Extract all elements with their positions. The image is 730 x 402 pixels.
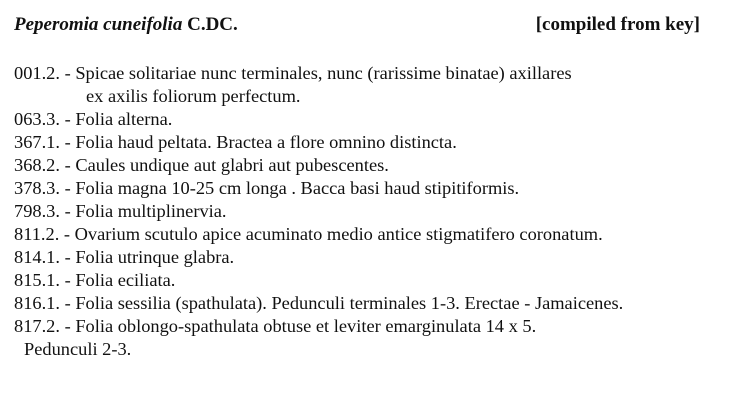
entry-text: - Folia haud peltata. Bractea a flore omnino distincta. bbox=[64, 132, 457, 152]
species-name: Peperomia cuneifolia bbox=[14, 14, 183, 35]
entry-text: - Folia multiplinervia. bbox=[64, 201, 227, 221]
key-entry bbox=[14, 315, 724, 338]
document-header bbox=[14, 14, 700, 40]
species-title bbox=[14, 14, 238, 36]
entry-text: - Ovarium scutulo apice acuminato medio antice stigmatifero coronatum. bbox=[63, 224, 603, 244]
key-entry-continuation bbox=[14, 85, 724, 108]
key-entry-list bbox=[14, 62, 724, 361]
entry-text: - Folia sessilia (spathulata). Pedunculi terminales 1-3. Erectae - Jamaicenes. bbox=[64, 293, 624, 313]
key-entry-continuation bbox=[14, 338, 724, 361]
key-entry bbox=[14, 246, 724, 269]
entry-code: 368.2. bbox=[14, 155, 60, 175]
species-authority: C.DC. bbox=[187, 14, 238, 35]
entry-text: - Folia eciliata. bbox=[64, 270, 176, 290]
entry-text: Pedunculi 2-3. bbox=[24, 339, 132, 359]
entry-code: 063.3. bbox=[14, 109, 60, 129]
key-entry bbox=[14, 108, 724, 131]
key-entry bbox=[14, 269, 724, 292]
key-entry bbox=[14, 131, 724, 154]
entry-text: - Spicae solitariae nunc terminales, nunc (rarissime binatae) axillares bbox=[64, 63, 572, 83]
entry-text: - Folia oblongo-spathulata obtuse et leviter emarginulata 14 x 5. bbox=[64, 316, 537, 336]
entry-code: 815.1. bbox=[14, 270, 60, 290]
entry-code: 811.2. bbox=[14, 224, 60, 244]
entry-code: 798.3. bbox=[14, 201, 60, 221]
compiled-note: [compiled from key] bbox=[535, 14, 700, 35]
entry-text: ex axilis foliorum perfectum. bbox=[86, 86, 301, 106]
entry-code: 814.1. bbox=[14, 247, 60, 267]
entry-text: - Folia utrinque glabra. bbox=[64, 247, 235, 267]
key-entry bbox=[14, 177, 724, 200]
key-entry bbox=[14, 223, 724, 246]
key-entry bbox=[14, 154, 724, 177]
entry-text: - Folia alterna. bbox=[64, 109, 173, 129]
entry-code: 378.3. bbox=[14, 178, 60, 198]
entry-code: 817.2. bbox=[14, 316, 60, 336]
key-entry bbox=[14, 292, 724, 315]
key-entry bbox=[14, 62, 724, 85]
entry-code: 816.1. bbox=[14, 293, 60, 313]
entry-text: - Caules undique aut glabri aut pubescentes. bbox=[64, 155, 389, 175]
entry-code: 001.2. bbox=[14, 63, 60, 83]
entry-code: 367.1. bbox=[14, 132, 60, 152]
key-entry bbox=[14, 200, 724, 223]
entry-text: - Folia magna 10-25 cm longa . Bacca basi haud stipitiformis. bbox=[64, 178, 520, 198]
